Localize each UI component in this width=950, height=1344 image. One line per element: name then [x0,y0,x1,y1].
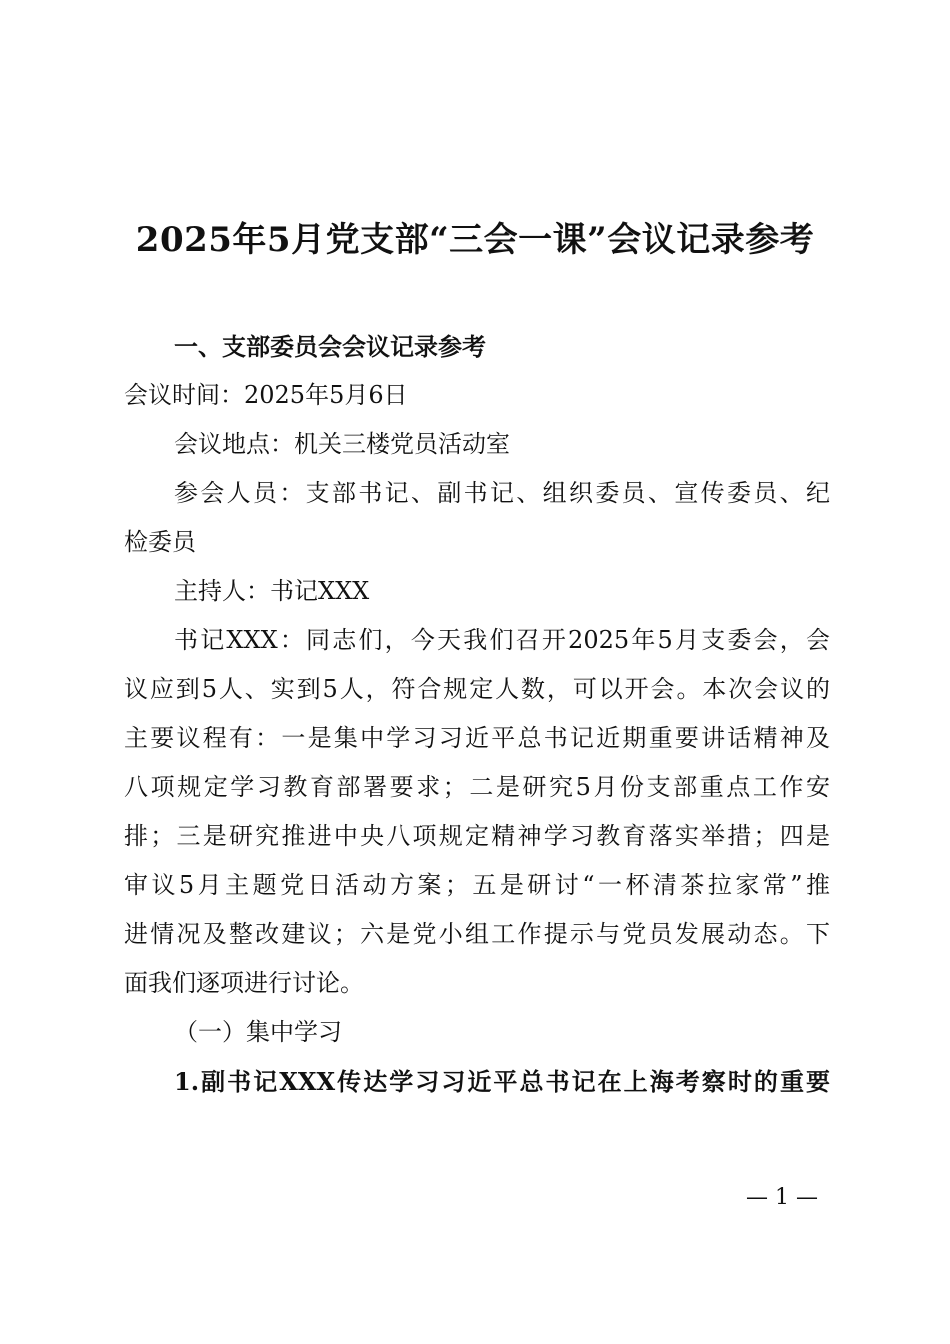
speech-line: 书记XXX：同志们，今天我们召开2025年5月支委会，会 [174,626,830,654]
speech-line: 八项规定学习教育部署要求；二是研究5月份支部重点工作安 [124,773,830,801]
meeting-host: 主持人：书记XXX [174,577,370,605]
document-body [124,322,830,1106]
speech-line: 面我们逐项进行讨论。 [124,969,364,997]
section-heading: 一、支部委员会会议记录参考 [174,332,486,361]
document-title: 2025年5月党支部“三会一课”会议记录参考 [135,220,815,260]
subsection-heading: （一）集中学习 [174,1018,342,1046]
speech-line: 主要议程有：一是集中学习习近平总书记近期重要讲话精神及 [124,724,830,752]
meeting-place: 会议地点：机关三楼党员活动室 [174,430,510,458]
attendees-line: 参会人员：支部书记、副书记、组织委员、宣传委员、纪 [174,479,830,507]
attendees-line: 检委员 [124,528,196,556]
speech-line: 审议5月主题党日活动方案；五是研讨“一杯清茶拉家常”推 [124,871,830,899]
meeting-time: 会议时间：2025年5月6日 [124,381,408,409]
page-number: — 1 — [746,1185,818,1210]
speech-line: 议应到5人、实到5人，符合规定人数，可以开会。本次会议的 [124,675,830,703]
item-heading: 1.副书记XXX传达学习习近平总书记在上海考察时的重要 [174,1067,830,1096]
speech-line: 排；三是研究推进中央八项规定精神学习教育落实举措；四是 [124,822,830,850]
speech-line: 进情况及整改建议；六是党小组工作提示与党员发展动态。下 [124,920,830,948]
